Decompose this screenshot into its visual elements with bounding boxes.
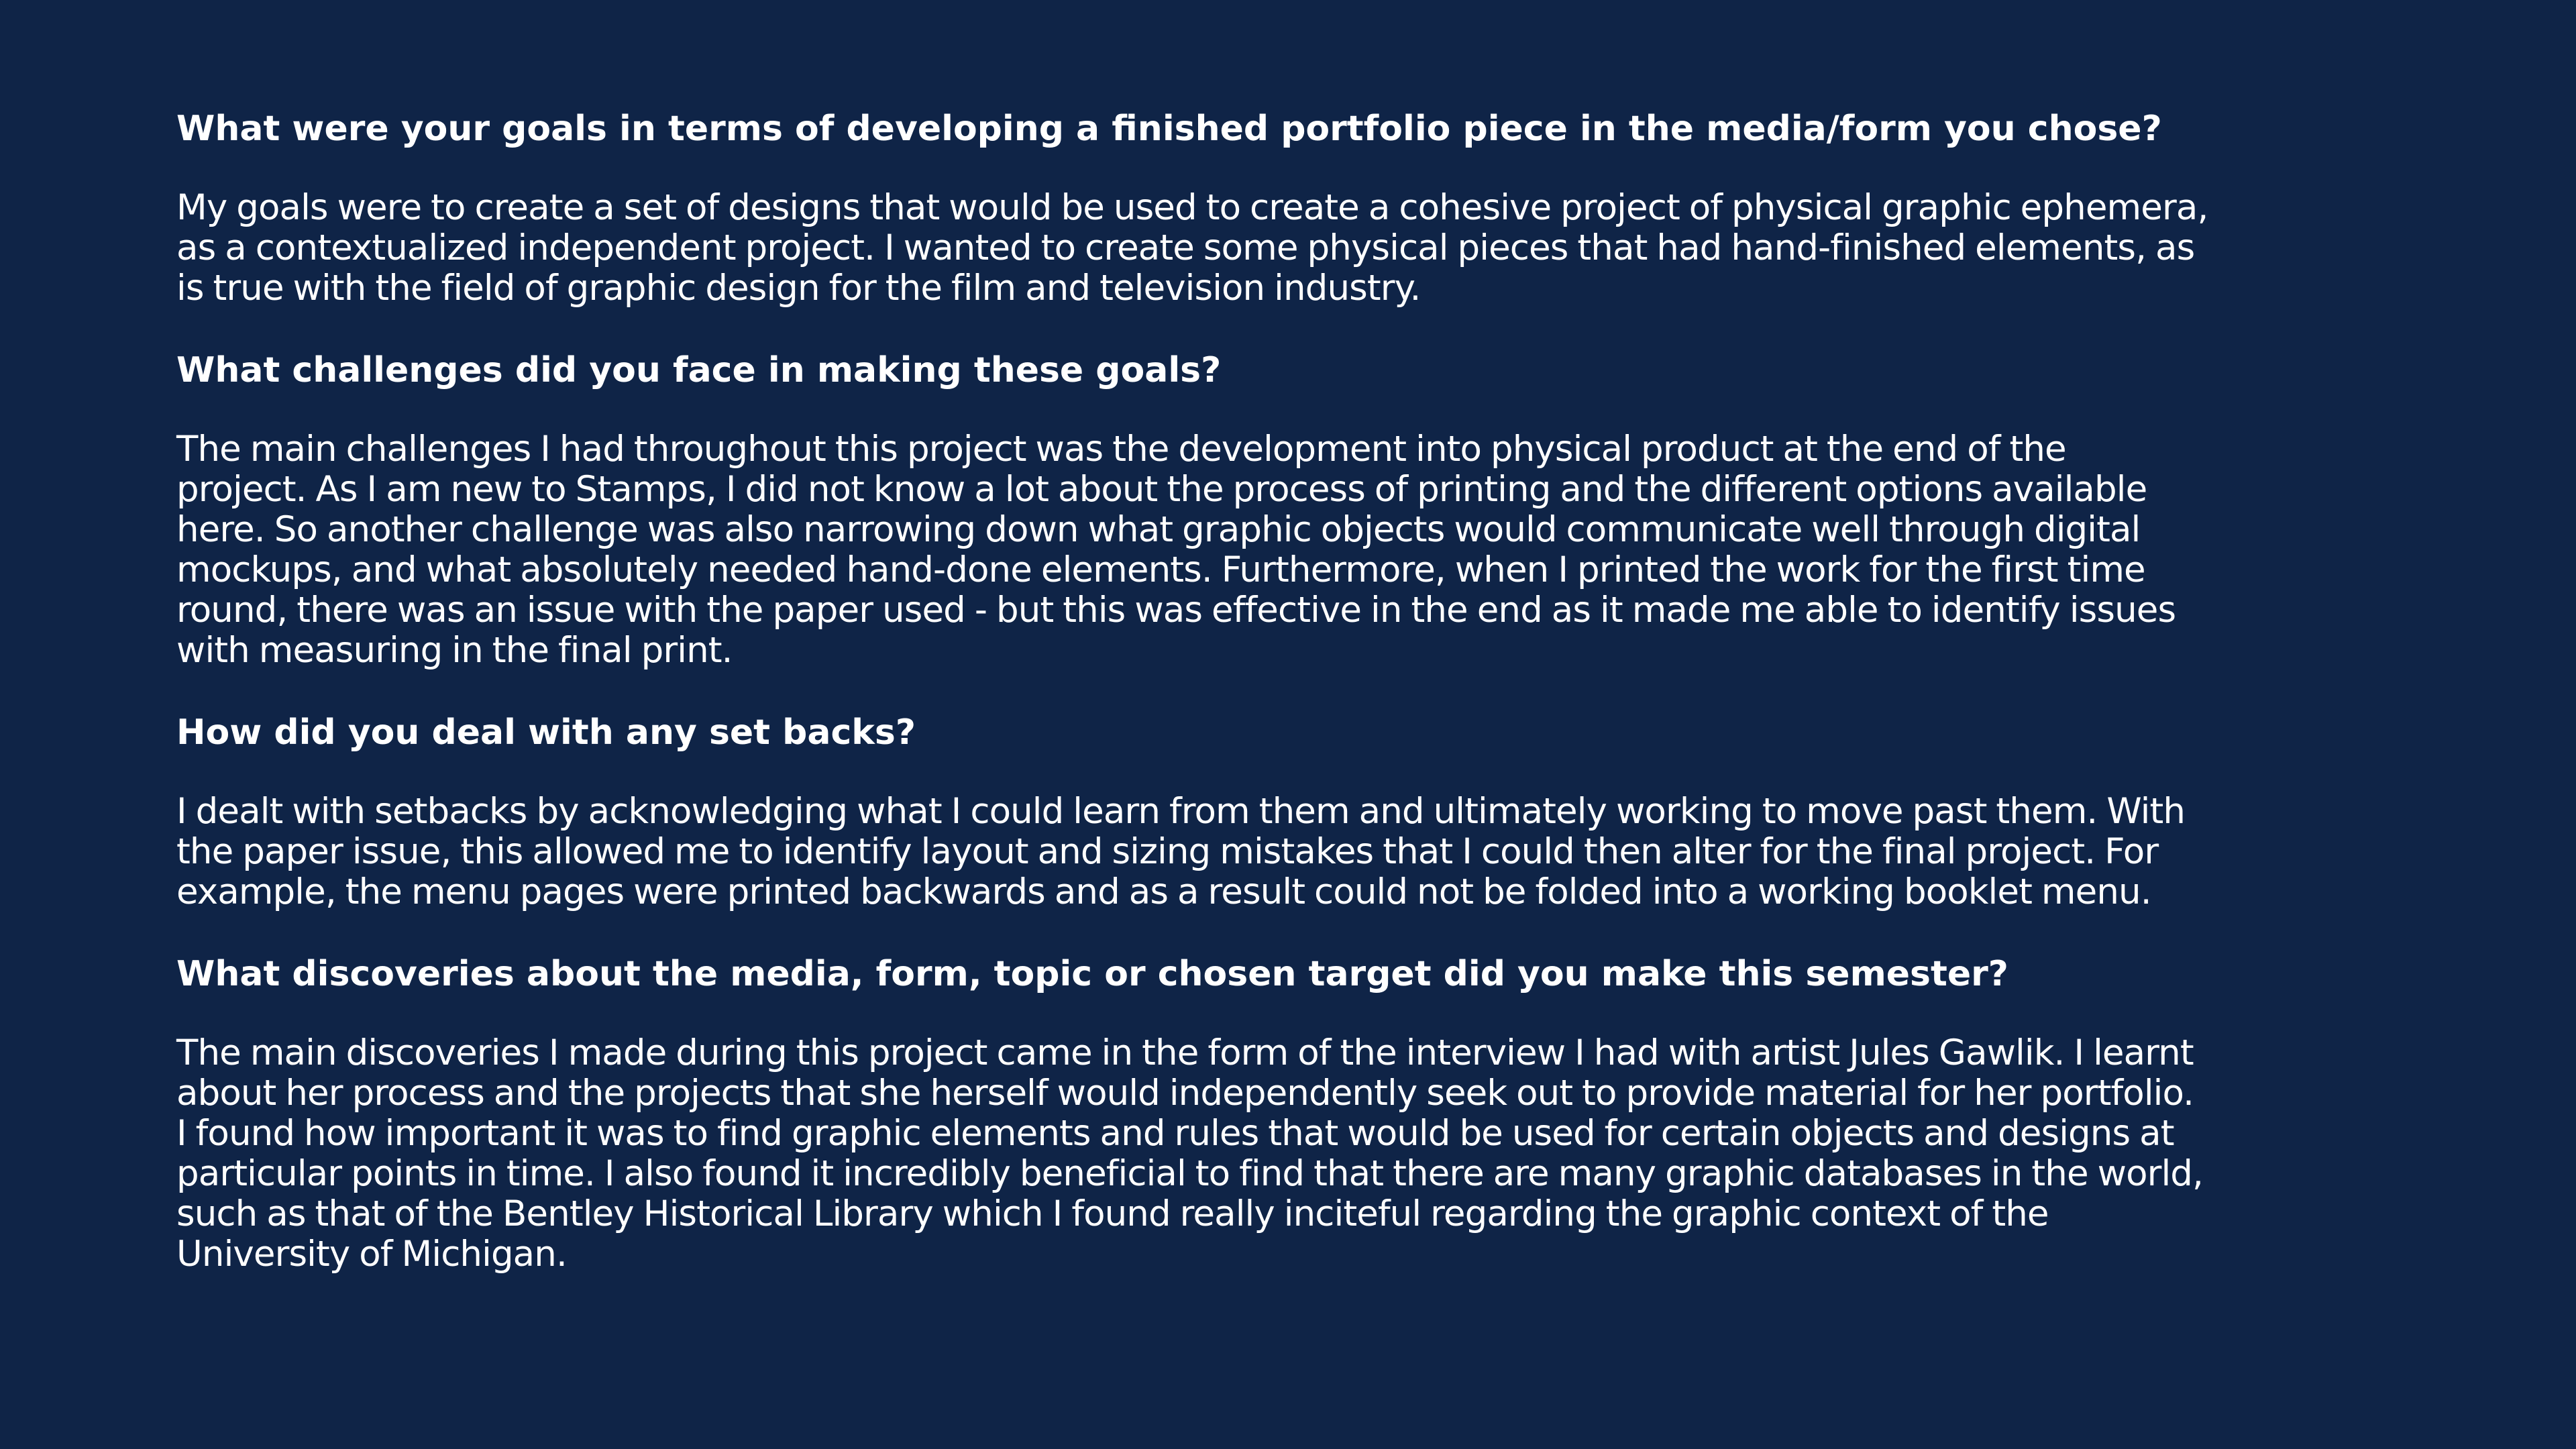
answer-line: round, there was an issue with the paper used - but this was effective in the end as it made me able to identify issues [176,590,2176,631]
answer-line: as a contextualized independent project. I wanted to create some physical pieces that had hand-finished elements, as [176,227,2195,268]
answer-line: such as that of the Bentley Historical Library which I found really inciteful regarding the graphic context of the [176,1193,2049,1234]
answer-line: My goals were to create a set of designs that would be used to create a cohesive project of physical graphic ephemera, [176,187,2208,228]
question-discoveries: What discoveries about the media, form, topic or chosen target did you make this semester? [176,954,2008,994]
answer-goals [176,188,2408,309]
answer-line: project. As I am new to Stamps, I did not know a lot about the process of printing and the different options available [176,469,2147,510]
question-setbacks: How did you deal with any set backs? [176,712,916,753]
answer-line: The main discoveries I made during this project came in the form of the interview I had with artist Jules Gawlik. I learnt [176,1032,2194,1073]
answer-line: about her process and the projects that she herself would independently seek out to provide material for her portfolio. [176,1073,2194,1114]
answer-line: The main challenges I had throughout this project was the development into physical product at the end of the [176,429,2066,470]
answer-line: with measuring in the final print. [176,630,733,671]
answer-line: University of Michigan. [176,1234,567,1275]
question-challenges: What challenges did you face in making these goals? [176,350,1222,390]
answer-line: I dealt with setbacks by acknowledging what I could learn from them and ultimately working to move past them. With [176,791,2186,832]
answer-setbacks [176,792,2408,912]
answer-line: is true with the field of graphic design for the film and television industry. [176,268,1421,309]
question-goals: What were your goals in terms of developing a finished portfolio piece in the media/form you chose? [176,109,2162,149]
answer-line: here. So another challenge was also narrowing down what graphic objects would communicate well through digital [176,509,2141,550]
answer-line: particular points in time. I also found it incredibly beneficial to find that there are many graphic databases in the world, [176,1153,2203,1194]
answer-line: mockups, and what absolutely needed hand-done elements. Furthermore, when I printed the work for the first time [176,549,2145,590]
answer-line: I found how important it was to find graphic elements and rules that would be used for certain objects and designs at [176,1113,2174,1154]
answer-line: the paper issue, this allowed me to identify layout and sizing mistakes that I could then alter for the final project. For [176,831,2159,872]
answer-challenges [176,429,2408,671]
answer-line: example, the menu pages were printed backwards and as a result could not be folded into a working booklet menu. [176,871,2151,912]
answer-discoveries [176,1033,2408,1275]
